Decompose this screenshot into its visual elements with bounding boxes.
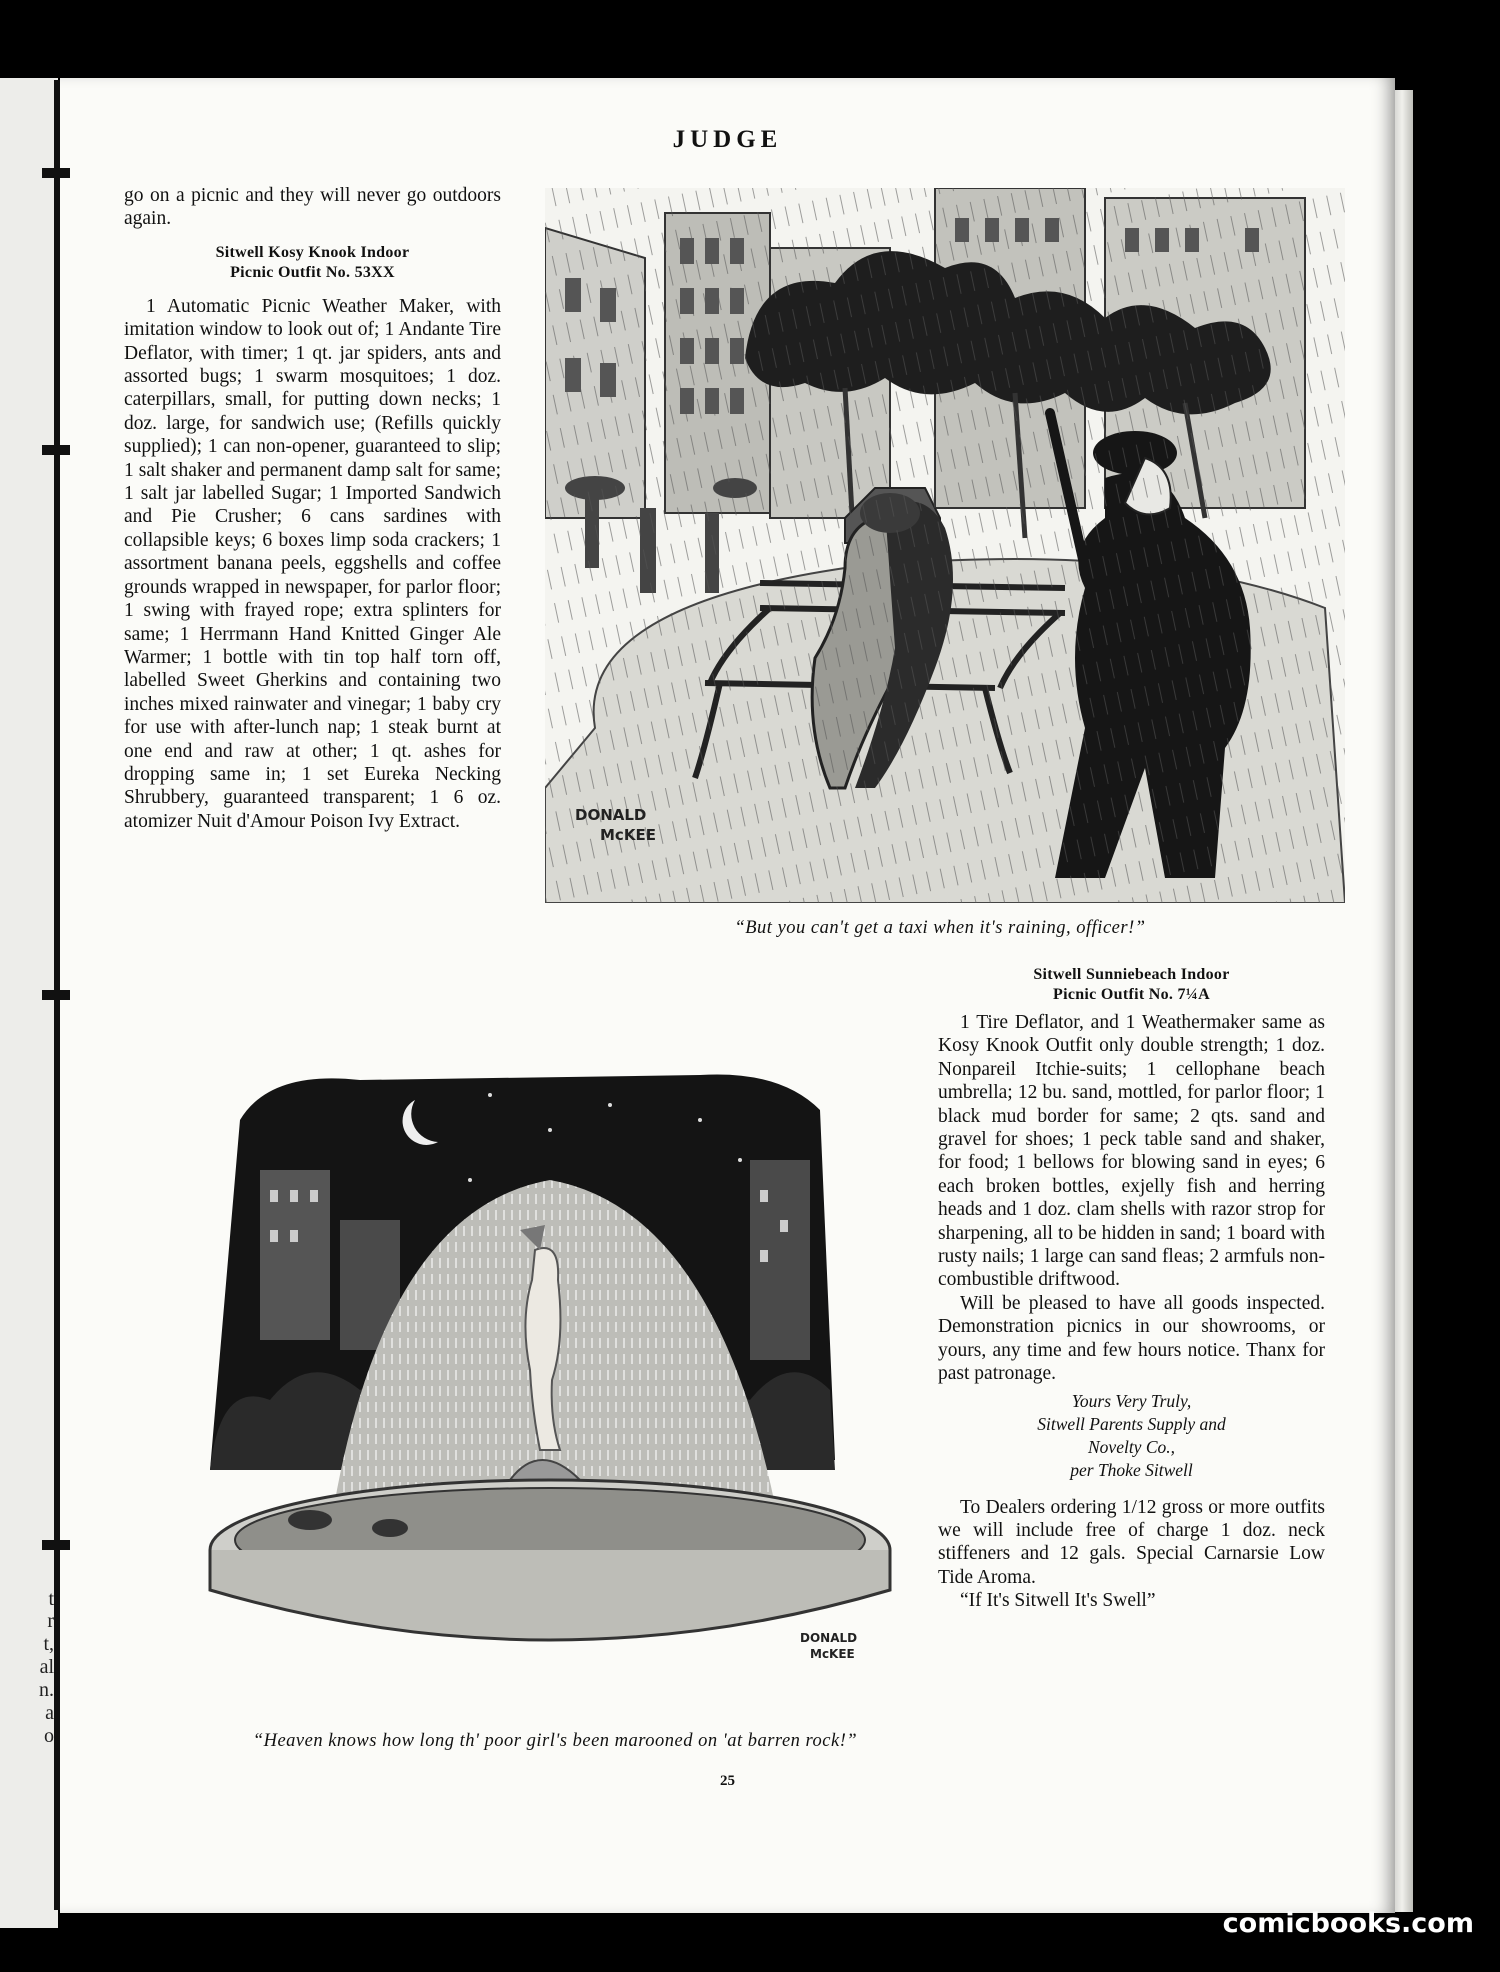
left-column bbox=[124, 184, 501, 833]
company-line: Sitwell Parents Supply and bbox=[1037, 1413, 1226, 1434]
watermark: comicbooks.com bbox=[1222, 1908, 1474, 1939]
company-line: per Thoke Sitwell bbox=[1070, 1459, 1193, 1480]
kosy-knook-list: 1 Automatic Picnic Weather Maker, with imitation window to look out of; 1 Andante Tire Deflator, with timer; 1 qt. jar spiders, ants and assorted bugs; 1 swarm mosquitoes; 1 doz. caterpillars, small, for putting down necks; 1 doz. large, for sandwich use; (Refills quickly supplied); 1 can non-opener, guaranteed to slip; 1 salt shaker and permanent damp salt for same; 1 salt jar labelled Sugar; 1 Imported Sandwich and Pie Crusher; 6 cans sardines with collapsible keys; 6 boxes limp soda crackers; 1 assortment banana peels, eggshells and coffee grounds wrapped in newspaper, for parlor floor; 1 swing with frayed rope; extra splinters for same; 1 Herrmann Hand Knitted Ginger Ale Warmer; 1 bottle with tin top half torn off, labelled Sweet Gherkins and containing two inches mixed rainwater and vinegar; 1 baby cry for use with after-lunch nap; 1 steak burnt at one end and raw at other; 1 qt. ashes for dropping same in; 1 set Eureka Necking Shrubbery, guaranteed transparent; 1 6 oz. atomizer Nuit d'Amour Poison Ivy Extract. bbox=[124, 295, 501, 832]
dealers-note: To Dealers ordering 1/12 gross or more outfits we will include free of charge 1 doz. neck stiffeners and 12 gals. Special Carnarsie Low Tide Aroma. bbox=[938, 1496, 1325, 1588]
binding-stitch bbox=[42, 990, 70, 1000]
cartoon-fountain bbox=[180, 1050, 920, 1690]
caption-bottom-cartoon: “Heaven knows how long th' poor girl's been marooned on 'at barren rock!” bbox=[252, 1731, 858, 1751]
margin-letter: r bbox=[47, 1610, 54, 1632]
letter-signature bbox=[938, 1390, 1325, 1482]
heading-line: Picnic Outfit No. 7¼A bbox=[1053, 986, 1210, 1003]
heading-line: Sitwell Kosy Knook Indoor bbox=[215, 243, 410, 261]
binding-stitch bbox=[42, 1540, 70, 1550]
page-edge bbox=[1395, 90, 1413, 1912]
sunniebeach-heading bbox=[938, 965, 1325, 1005]
slogan: “If It's Sitwell It's Swell” bbox=[960, 1590, 1156, 1612]
margin-letter: al bbox=[39, 1656, 54, 1678]
sign-off: Yours Very Truly, bbox=[1071, 1390, 1192, 1411]
artist-signature: DONALD bbox=[575, 806, 647, 824]
cartoon-park-bench bbox=[545, 188, 1345, 903]
sunniebeach-list: 1 Tire Deflator, and 1 Weathermaker same as Kosy Knook Outfit only double strength; 1 doz. Nonpareil Itchie-suits; 1 cellophane beach umbrella; 12 bu. sand, mottled, for parlor floor; 1 black mud border for same; 2 qts. sand and gravel for shoes; 1 peck table sand and shaker, for food; 1 bellows for blowing sand in eyes; 6 each broken bottles, exjelly fish and herring heads and 1 doz. clam shells with razor strop for sharpening, all to be hidden in sand; 1 board with rusty nails; 1 large can sand fleas; 2 armfuls non-combustible driftwood. bbox=[938, 1012, 1325, 1291]
margin-letter: n. bbox=[39, 1679, 54, 1701]
company-line: Novelty Co., bbox=[1088, 1436, 1175, 1457]
artist-signature: McKEE bbox=[600, 826, 656, 844]
artist-signature: McKEE bbox=[810, 1647, 855, 1661]
caption-top-cartoon: “But you can't get a taxi when it's raining, officer!” bbox=[734, 918, 1146, 938]
margin-letter: t, bbox=[43, 1633, 54, 1655]
margin-letter: o bbox=[44, 1725, 54, 1747]
magazine-page bbox=[60, 78, 1395, 1913]
kosy-knook-heading bbox=[124, 243, 501, 283]
left-page-sliver bbox=[0, 78, 58, 1928]
fountain-illustration bbox=[180, 1050, 920, 1690]
right-column bbox=[938, 965, 1325, 1613]
margin-letter: a bbox=[45, 1702, 54, 1724]
heading-line: Picnic Outfit No. 53XX bbox=[230, 263, 395, 281]
park-bench-illustration bbox=[545, 188, 1345, 903]
binding-stitch bbox=[42, 168, 70, 178]
intro-text: go on a picnic and they will never go outdoors again. bbox=[124, 185, 501, 230]
page-header: JUDGE bbox=[672, 126, 783, 153]
heading-line: Sitwell Sunniebeach Indoor bbox=[1033, 966, 1230, 983]
margin-letter: t bbox=[48, 1588, 54, 1610]
closing-paragraph: Will be pleased to have all goods inspected. Demonstration picnics in our showrooms, or yours, any time and few hours notice. Thanx for past patronage. bbox=[938, 1292, 1325, 1385]
artist-signature: DONALD bbox=[800, 1631, 858, 1645]
page-number: 25 bbox=[720, 1773, 735, 1789]
binding-stitch bbox=[42, 445, 70, 455]
